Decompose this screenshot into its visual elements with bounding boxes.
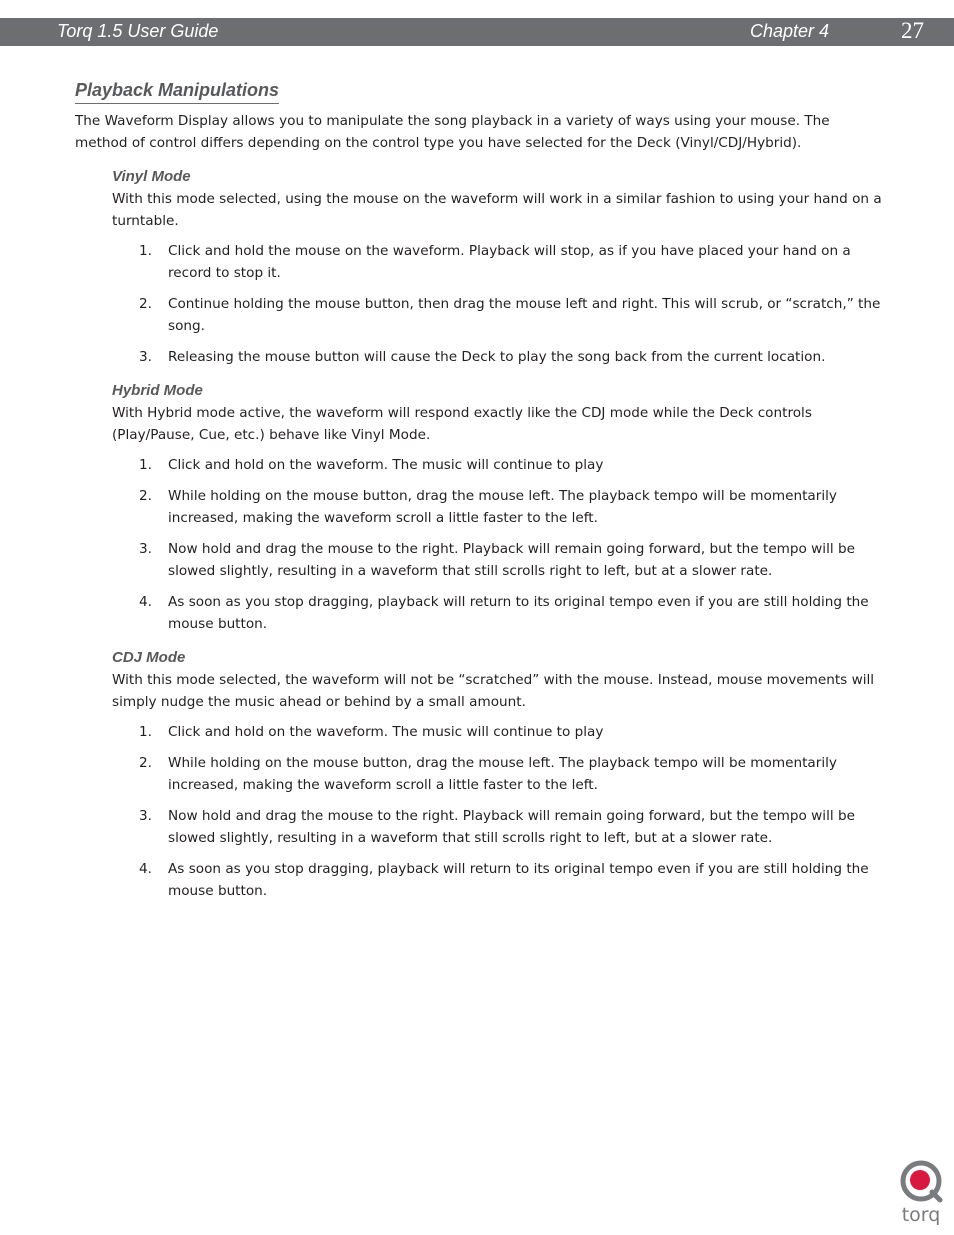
list-item <box>112 805 885 849</box>
step-text: Continue holding the mouse button, then drag the mouse left and right. This will scrub, or “scratch,” the song. <box>168 296 881 334</box>
list-item <box>112 591 885 635</box>
list-item <box>112 858 885 902</box>
torq-logo-icon <box>896 1158 946 1226</box>
page-number: 27 <box>901 18 924 43</box>
step-number: 2. <box>139 296 152 312</box>
hybrid-mode-title: Hybrid Mode <box>112 382 203 399</box>
step-number: 2. <box>139 488 152 504</box>
step-text: Click and hold on the waveform. The music will continue to play <box>168 457 604 473</box>
step-text: Now hold and drag the mouse to the right. Playback will remain going forward, but the tempo will be slowed slightly, resulting in a waveform that still scrolls right to left, but at a slower rate. <box>168 541 855 579</box>
page-content <box>75 78 885 911</box>
step-number: 3. <box>139 349 152 365</box>
step-number: 3. <box>139 808 152 824</box>
list-item <box>112 454 885 476</box>
step-number: 1. <box>139 243 152 259</box>
hybrid-mode-description: With Hybrid mode active, the waveform will respond exactly like the CDJ mode while the Deck controls (Play/Pause, Cue, etc.) behave like Vinyl Mode. <box>112 405 812 443</box>
list-item <box>112 721 885 743</box>
section-title: Playback Manipulations <box>75 78 279 104</box>
hybrid-mode-section <box>112 380 885 635</box>
list-item <box>112 485 885 529</box>
step-number: 3. <box>139 541 152 557</box>
vinyl-mode-description: With this mode selected, using the mouse on the waveform will work in a similar fashion to using your hand on a turntable. <box>112 191 882 229</box>
page-header <box>0 18 954 46</box>
vinyl-mode-title: Vinyl Mode <box>112 168 191 185</box>
step-text: While holding on the mouse button, drag the mouse left. The playback tempo will be momentarily increased, making the waveform scroll a little faster to the left. <box>168 755 837 793</box>
section-intro: The Waveform Display allows you to manipulate the song playback in a variety of ways using your mouse. The method of control differs depending on the control type you have selected for the Deck (Vinyl/CDJ/Hybrid). <box>75 113 830 151</box>
logo-text: torq <box>901 1204 941 1226</box>
hybrid-steps-list <box>112 454 885 635</box>
list-item <box>112 293 885 337</box>
vinyl-steps-list <box>112 240 885 368</box>
step-number: 2. <box>139 755 152 771</box>
cdj-steps-list <box>112 721 885 902</box>
list-item <box>112 538 885 582</box>
step-number: 1. <box>139 457 152 473</box>
step-text: Now hold and drag the mouse to the right. Playback will remain going forward, but the tempo will be slowed slightly, resulting in a waveform that still scrolls right to left, but at a slower rate. <box>168 808 855 846</box>
step-number: 1. <box>139 724 152 740</box>
list-item <box>112 752 885 796</box>
chapter-label: Chapter 4 <box>750 21 830 41</box>
cdj-mode-title: CDJ Mode <box>112 649 186 666</box>
list-item <box>112 346 885 368</box>
step-text: As soon as you stop dragging, playback will return to its original tempo even if you are still holding the mouse button. <box>168 594 869 632</box>
step-number: 4. <box>139 861 152 877</box>
list-item <box>112 240 885 284</box>
step-text: Releasing the mouse button will cause the Deck to play the song back from the current location. <box>168 349 826 365</box>
step-text: Click and hold on the waveform. The music will continue to play <box>168 724 604 740</box>
cdj-mode-description: With this mode selected, the waveform will not be “scratched” with the mouse. Instead, mouse movements will simply nudge the music ahead or behind by a small amount. <box>112 672 875 710</box>
vinyl-mode-section <box>112 166 885 368</box>
step-text: As soon as you stop dragging, playback will return to its original tempo even if you are still holding the mouse button. <box>168 861 869 899</box>
step-number: 4. <box>139 594 152 610</box>
step-text: Click and hold the mouse on the waveform. Playback will stop, as if you have placed your hand on a record to stop it. <box>168 243 851 281</box>
step-text: While holding on the mouse button, drag the mouse left. The playback tempo will be momentarily increased, making the waveform scroll a little faster to the left. <box>168 488 837 526</box>
guide-title: Torq 1.5 User Guide <box>57 21 219 41</box>
cdj-mode-section <box>112 647 885 902</box>
